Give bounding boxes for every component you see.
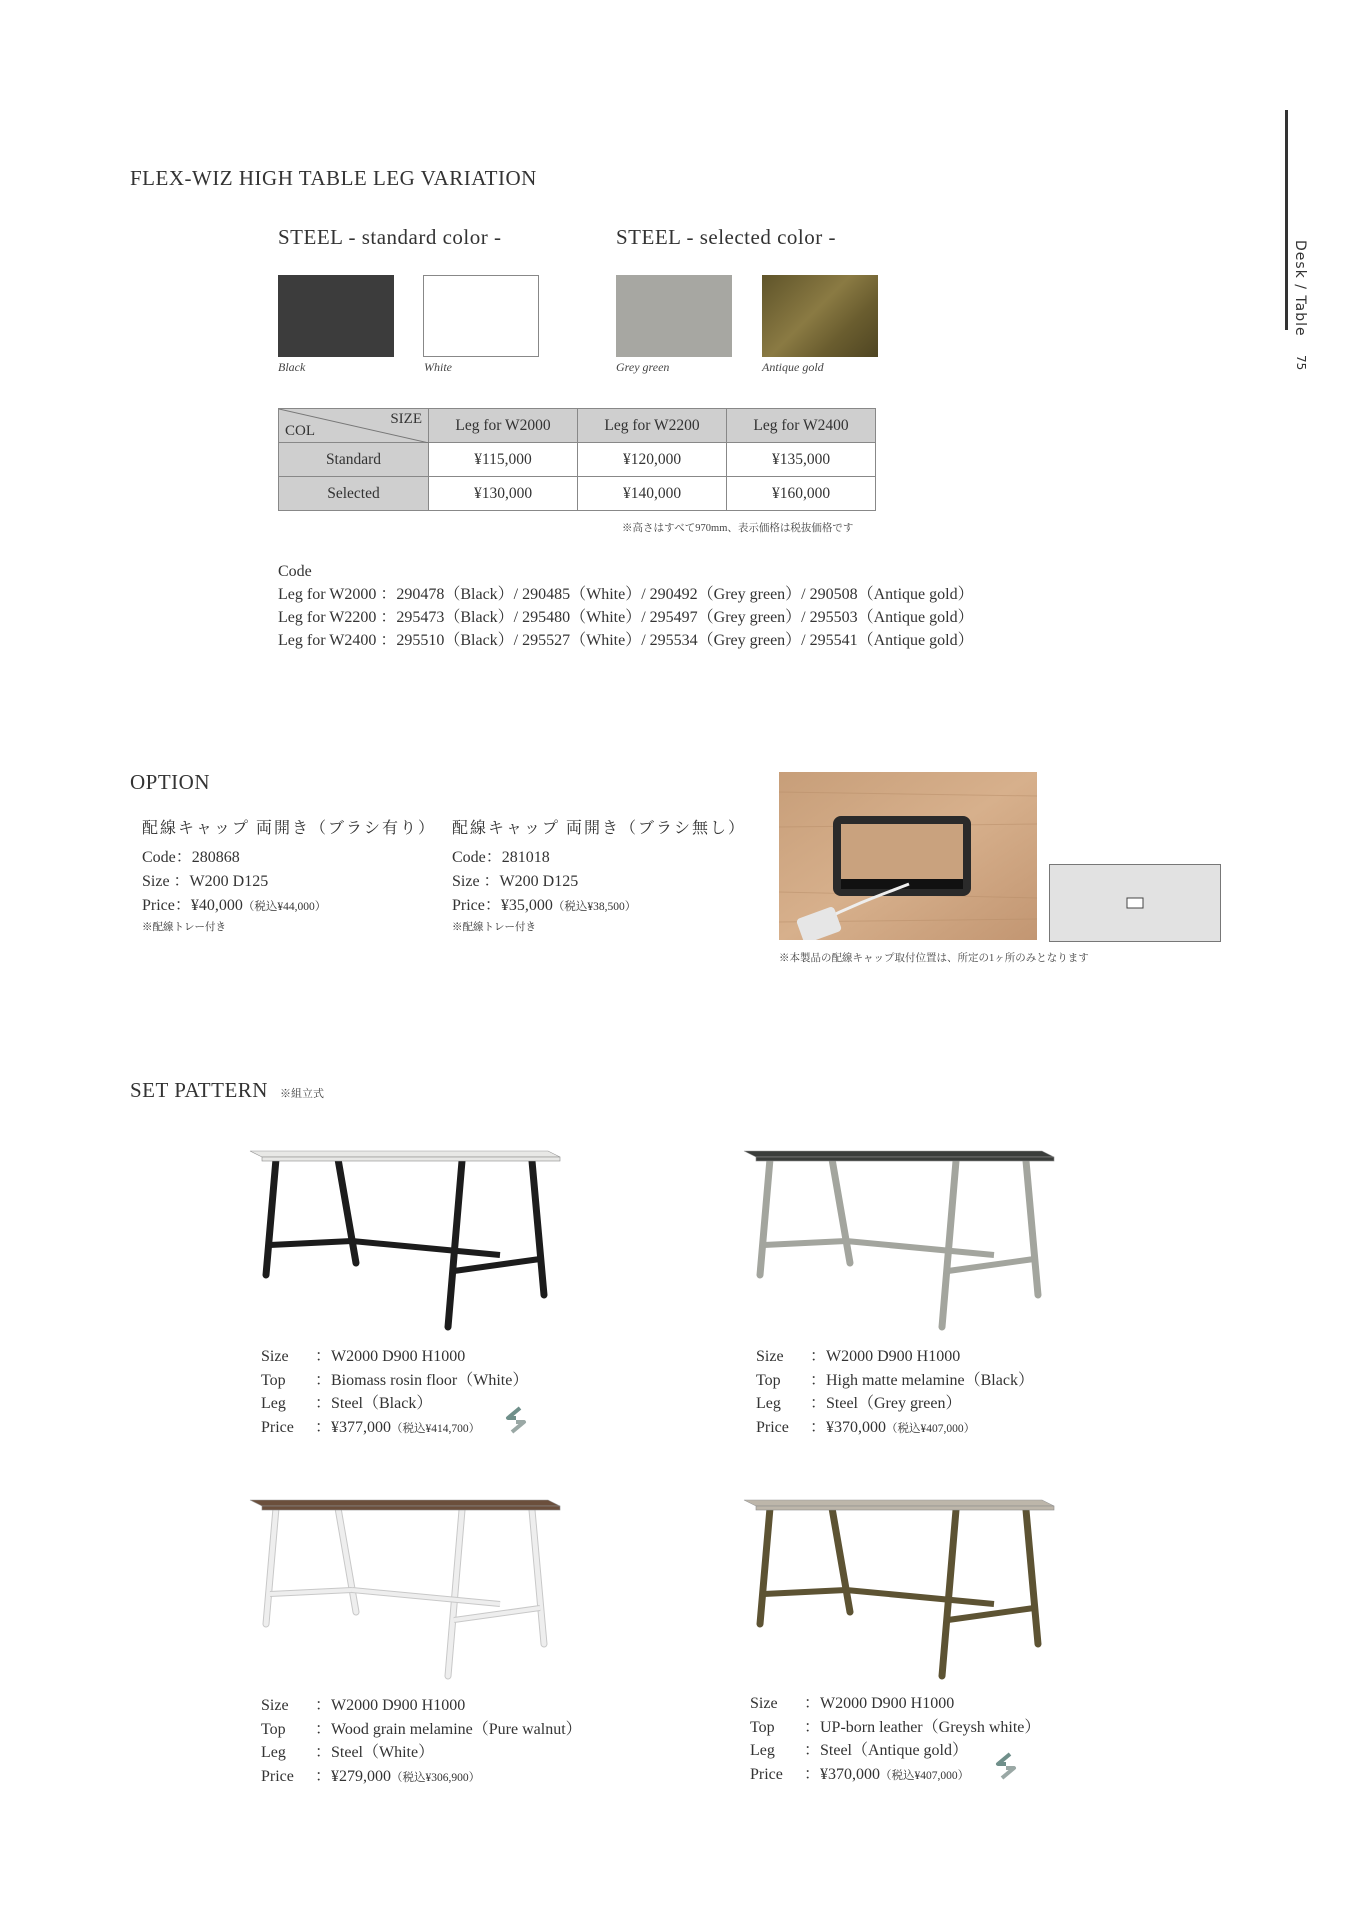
- wire-cap-position-diagram: [1049, 864, 1221, 942]
- spec-key: Size: [756, 1348, 784, 1365]
- table-stretcher: [454, 1259, 540, 1271]
- swatch-grey-green: [616, 275, 732, 357]
- price-cell: ¥130,000: [429, 477, 578, 511]
- leg-variation-title: FLEX-WIZ HIGH TABLE LEG VARIATION: [130, 166, 537, 190]
- table-top-edge: [756, 1157, 1054, 1161]
- spec-top: [750, 1716, 1040, 1740]
- table-row: [279, 477, 876, 511]
- page-number: 75: [1294, 355, 1308, 371]
- spec-key: Price: [261, 1767, 294, 1785]
- spec-price-tax: （税込¥414,700）: [391, 1422, 481, 1435]
- option-price-value: Price：¥40,000: [142, 897, 243, 914]
- swatch-label-black: Black: [278, 360, 306, 374]
- table-leg: [942, 1510, 956, 1676]
- table-stretcher: [270, 1241, 352, 1245]
- option-name: 配線キャップ 両開き（ブラシ有り）: [142, 820, 437, 837]
- option-note: ※配線トレー付き: [452, 922, 536, 933]
- spec-key: Leg: [261, 1395, 286, 1412]
- option-price-tax: （税込¥38,500）: [552, 901, 637, 913]
- option-price: [142, 894, 436, 919]
- spec-value: ：Biomass rosin floor（White）: [315, 1371, 529, 1389]
- table-stretcher: [846, 1241, 994, 1255]
- set-pattern-heading: [130, 1078, 324, 1103]
- spec-key: Leg: [750, 1742, 775, 1759]
- set-pattern-title: SET PATTERN: [130, 1078, 268, 1102]
- swatch-label-antique-gold: Antique gold: [762, 360, 824, 374]
- table-leg: [942, 1161, 956, 1327]
- steel-standard-heading: STEEL - standard color -: [278, 225, 502, 249]
- table-leg-fill: [532, 1510, 544, 1644]
- table-stretcher: [352, 1241, 500, 1255]
- spec-size: [261, 1694, 582, 1718]
- price-cell: ¥160,000: [727, 477, 876, 511]
- swatch-label-grey-green: Grey green: [616, 360, 670, 374]
- spec-leg: [756, 1392, 1034, 1416]
- spec-key: Price: [756, 1418, 789, 1436]
- table-top-edge: [262, 1157, 560, 1161]
- spec-key: Size: [750, 1695, 778, 1712]
- spec-key: Size: [261, 1348, 289, 1365]
- spec-key: Top: [756, 1371, 781, 1389]
- option-code: Code：280868: [142, 849, 240, 866]
- spec-price: [261, 1416, 528, 1442]
- spec-price-tax: （税込¥306,900）: [391, 1771, 481, 1784]
- wire-cap-photo: [779, 772, 1037, 940]
- table-leg: [1026, 1510, 1038, 1644]
- spec-key: Top: [750, 1718, 775, 1736]
- column-header: Leg for W2200: [578, 409, 727, 443]
- set-pattern-note: ※組立式: [279, 1088, 324, 1100]
- table-leg: [760, 1159, 770, 1275]
- option-item: [142, 815, 436, 934]
- table-leg-fill: [448, 1510, 462, 1676]
- code-line: Leg for W2200 ：295473（Black）/ 295480（White）/ 295497（Grey green）/ 295503（Antique gold）: [278, 609, 974, 626]
- column-header: Leg for W2400: [727, 409, 876, 443]
- option-price: [452, 894, 746, 919]
- table-top: [744, 1151, 1054, 1157]
- spec-value: ：¥370,000: [810, 1418, 887, 1436]
- spec-key: Size: [261, 1697, 289, 1714]
- option-title: OPTION: [130, 770, 210, 794]
- spec-price: [261, 1765, 582, 1791]
- section-side-label: Desk / Table: [1292, 240, 1308, 337]
- table-illustration-1: [248, 1145, 568, 1335]
- table-leg-fill: [338, 1508, 356, 1612]
- table-illustration-3: [248, 1494, 568, 1684]
- code-line: Leg for W2000 ：290478（Black）/ 290485（White）/ 290492（Grey green）/ 290508（Antique gold）: [278, 586, 974, 603]
- table-illustration-2: [742, 1145, 1062, 1335]
- option-price-value: Price：¥35,000: [452, 897, 553, 914]
- option-item: [452, 815, 746, 934]
- row-header: Selected: [279, 477, 429, 511]
- table-leg: [760, 1508, 770, 1624]
- swatch-black: [278, 275, 394, 357]
- spec-top: [261, 1369, 528, 1393]
- table-stretcher-fill: [352, 1590, 500, 1604]
- spec-top: [261, 1718, 582, 1742]
- table-leg: [532, 1161, 544, 1295]
- corner-size-label: SIZE: [390, 411, 422, 427]
- table-top: [250, 1151, 560, 1157]
- row-header: Standard: [279, 443, 429, 477]
- set-spec: [756, 1345, 1034, 1441]
- spec-value: ：W2000 D900 H1000: [315, 1348, 466, 1365]
- spec-value: ：W2000 D900 H1000: [315, 1697, 466, 1714]
- spec-value: ：¥377,000: [315, 1418, 392, 1436]
- table-corner-cell: [279, 409, 429, 443]
- spec-key: Price: [750, 1765, 783, 1783]
- table-note: ※高さはすべて970mm、表示価格は税抜価格です: [622, 523, 854, 534]
- spec-value: ：High matte melamine（Black）: [810, 1371, 1034, 1389]
- spec-key: Leg: [261, 1744, 286, 1761]
- spec-key: Top: [261, 1371, 286, 1389]
- spec-value: ：Steel（White）: [315, 1744, 435, 1761]
- side-rule: [1285, 110, 1288, 330]
- price-cell: ¥120,000: [578, 443, 727, 477]
- option-note: ※配線トレー付き: [142, 922, 226, 933]
- price-cell: ¥115,000: [429, 443, 578, 477]
- table-top: [744, 1500, 1054, 1506]
- spec-value: ：W2000 D900 H1000: [804, 1695, 955, 1712]
- spec-value: ：¥370,000: [804, 1765, 881, 1783]
- table-stretcher: [948, 1259, 1034, 1271]
- spec-value: ：UP-born leather（Greysh white）: [804, 1718, 1041, 1736]
- spec-value: ：¥279,000: [315, 1767, 392, 1785]
- price-cell: ¥140,000: [578, 477, 727, 511]
- code-heading: Code: [278, 563, 312, 580]
- spec-key: Leg: [756, 1395, 781, 1412]
- recycle-icon: [990, 1750, 1022, 1782]
- option-price-tax: （税込¥44,000）: [242, 901, 327, 913]
- set-spec: [261, 1345, 528, 1441]
- table-top-edge: [756, 1506, 1054, 1510]
- table-row: [279, 443, 876, 477]
- leg-price-table: [278, 408, 876, 511]
- spec-leg: [261, 1392, 528, 1416]
- spec-leg: [261, 1741, 582, 1765]
- table-leg: [266, 1159, 276, 1275]
- spec-size: [261, 1345, 528, 1369]
- table-leg: [448, 1161, 462, 1327]
- table-top-edge: [262, 1506, 560, 1510]
- table-header-row: [279, 409, 876, 443]
- steel-selected-heading: STEEL - selected color -: [616, 225, 836, 249]
- table-illustration-4: [742, 1494, 1062, 1684]
- option-size: Size ：W200 D125: [452, 873, 579, 890]
- spec-key: Top: [261, 1720, 286, 1738]
- spec-size: [750, 1692, 1040, 1716]
- option-name: 配線キャップ 両開き（ブラシ無し）: [452, 820, 747, 837]
- spec-value: ：W2000 D900 H1000: [810, 1348, 961, 1365]
- spec-value: ：Steel（Antique gold）: [804, 1742, 968, 1759]
- spec-top: [756, 1369, 1034, 1393]
- swatch-label-white: White: [424, 360, 452, 374]
- table-stretcher-fill: [454, 1608, 540, 1620]
- code-list: [278, 560, 974, 652]
- spec-price-tax: （税込¥407,000）: [880, 1769, 970, 1782]
- option-size: Size ：W200 D125: [142, 873, 269, 890]
- table-stretcher: [846, 1590, 994, 1604]
- table-leg: [1026, 1161, 1038, 1295]
- price-cell: ¥135,000: [727, 443, 876, 477]
- spec-value: ：Steel（Grey green）: [810, 1395, 962, 1412]
- table-stretcher: [764, 1590, 846, 1594]
- photo-note: ※本製品の配線キャップ取付位置は、所定の1ヶ所のみとなります: [779, 953, 1089, 964]
- option-code: Code：281018: [452, 849, 550, 866]
- table-stretcher: [948, 1608, 1034, 1620]
- table-leg: [832, 1508, 850, 1612]
- set-spec: [261, 1694, 582, 1790]
- table-leg: [832, 1159, 850, 1263]
- code-line: Leg for W2400 ：295510（Black）/ 295527（White）/ 295534（Grey green）/ 295541（Antique gold）: [278, 632, 974, 649]
- spec-size: [756, 1345, 1034, 1369]
- spec-value: ：Steel（Black）: [315, 1395, 433, 1412]
- swatch-antique-gold: [762, 275, 878, 357]
- table-stretcher: [764, 1241, 846, 1245]
- spec-price: [756, 1416, 1034, 1442]
- table-top: [250, 1500, 560, 1506]
- recycle-icon: [500, 1404, 532, 1436]
- column-header: Leg for W2000: [429, 409, 578, 443]
- spec-price-tax: （税込¥407,000）: [886, 1422, 976, 1435]
- spec-key: Price: [261, 1418, 294, 1436]
- table-leg: [338, 1159, 356, 1263]
- swatch-white: [423, 275, 539, 357]
- spec-value: ：Wood grain melamine（Pure walnut）: [315, 1720, 582, 1738]
- corner-col-label: COL: [285, 423, 315, 439]
